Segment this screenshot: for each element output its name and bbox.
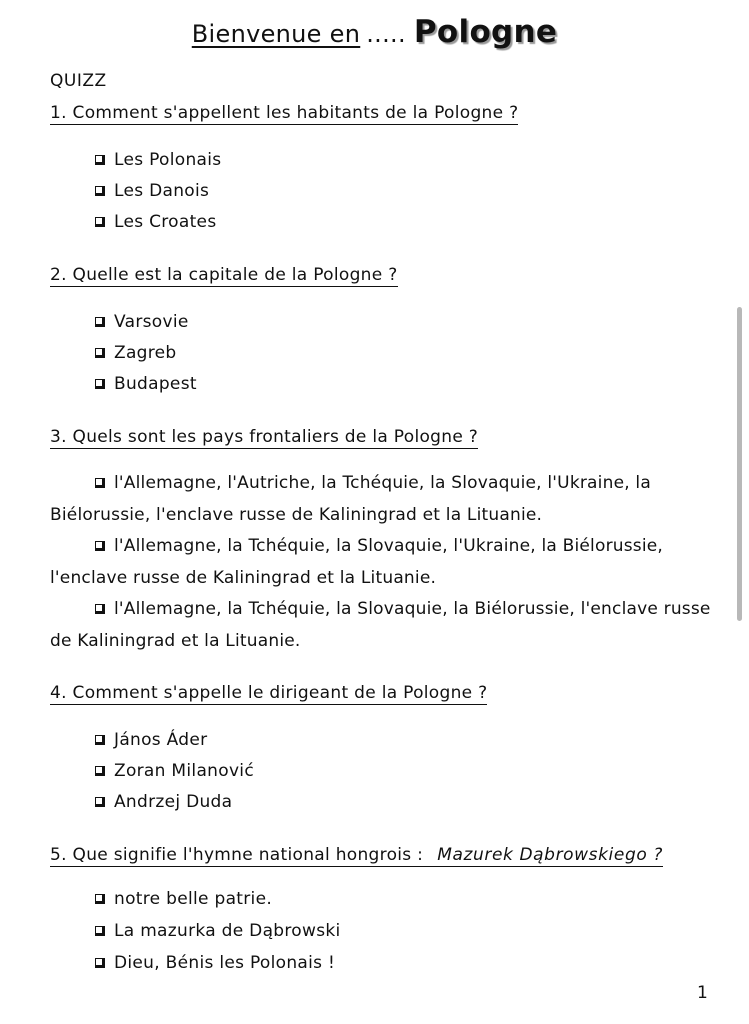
checkbox-icon[interactable]	[95, 155, 105, 165]
checkbox-icon[interactable]	[95, 604, 105, 614]
question-4-option-3[interactable]: Andrzej Duda	[95, 792, 232, 812]
checkbox-icon[interactable]	[95, 379, 105, 389]
question-1-option-1[interactable]: Les Polonais	[95, 150, 221, 170]
title-dots: .....	[366, 20, 406, 48]
question-1-option-3[interactable]: Les Croates	[95, 212, 216, 232]
checkbox-icon[interactable]	[95, 894, 105, 904]
checkbox-icon[interactable]	[95, 766, 105, 776]
checkbox-icon[interactable]	[95, 217, 105, 227]
scrollbar[interactable]	[737, 307, 742, 621]
question-4-option-2[interactable]: Zoran Milanović	[95, 761, 254, 781]
page-title	[0, 14, 749, 50]
question-2: 2. Quelle est la capitale de la Pologne ?	[50, 265, 398, 285]
question-3-option-3[interactable]: l'Allemagne, la Tchéquie, la Slovaquie, la Biélorussie, l'enclave russe de Kaliningrad et la Lituanie.	[50, 599, 711, 651]
checkbox-icon[interactable]	[95, 348, 105, 358]
question-4: 4. Comment s'appelle le dirigeant de la Pologne ?	[50, 683, 488, 703]
checkbox-icon[interactable]	[95, 735, 105, 745]
question-1: 1. Comment s'appellent les habitants de la Pologne ?	[50, 103, 519, 123]
question-2-option-1[interactable]: Varsovie	[95, 312, 189, 332]
question-3-option-2[interactable]: l'Allemagne, la Tchéquie, la Slovaquie, l'Ukraine, la Biélorussie, l'enclave russe de Kaliningrad et la Lituanie.	[50, 536, 664, 588]
page-number: 1	[697, 983, 708, 1003]
checkbox-icon[interactable]	[95, 478, 105, 488]
title-welcome: Bienvenue en	[191, 20, 361, 48]
question-2-option-3[interactable]: Budapest	[95, 374, 197, 394]
checkbox-icon[interactable]	[95, 317, 105, 327]
checkbox-icon[interactable]	[95, 541, 105, 551]
title-country: Pologne	[413, 14, 558, 50]
question-1-option-2[interactable]: Les Danois	[95, 181, 209, 201]
checkbox-icon[interactable]	[95, 926, 105, 936]
question-5-option-3[interactable]: Dieu, Bénis les Polonais !	[95, 953, 335, 973]
question-3-option-1[interactable]: l'Allemagne, l'Autriche, la Tchéquie, la Slovaquie, l'Ukraine, la Biélorussie, l'enclave russe de Kaliningrad et la Lituanie.	[50, 473, 651, 525]
question-5-option-1[interactable]: notre belle patrie.	[95, 889, 272, 909]
anthem-name: Mazurek Dąbrowskiego ?	[437, 845, 663, 865]
question-2-option-2[interactable]: Zagreb	[95, 343, 177, 363]
question-5: 5. Que signifie l'hymne national hongrois : Mazurek Dąbrowskiego ?	[50, 845, 663, 865]
quizz-heading: QUIZZ	[50, 71, 107, 91]
question-5-option-2[interactable]: La mazurka de Dąbrowski	[95, 921, 341, 941]
checkbox-icon[interactable]	[95, 797, 105, 807]
question-4-option-1[interactable]: János Áder	[95, 730, 207, 750]
question-3: 3. Quels sont les pays frontaliers de la Pologne ?	[50, 427, 479, 447]
checkbox-icon[interactable]	[95, 958, 105, 968]
checkbox-icon[interactable]	[95, 186, 105, 196]
